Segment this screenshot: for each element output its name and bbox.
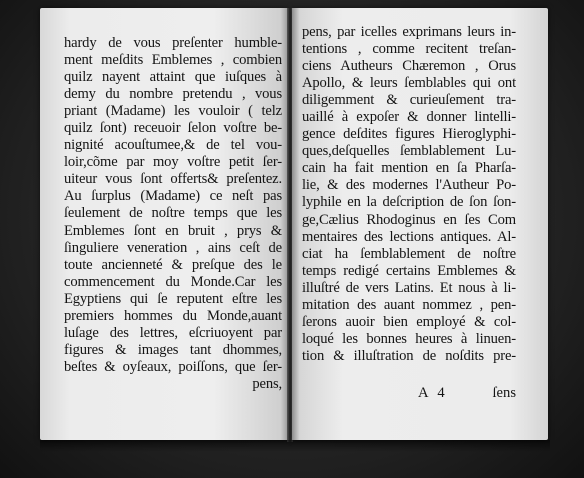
text-line: ge,Cælius Rhodoginus en ſes Com [302, 211, 516, 228]
catchword: ſens [492, 385, 516, 401]
signature-mark: A 4 [418, 385, 448, 401]
text-line: hardy de vous preſenter humble- [64, 35, 282, 51]
right-page-text [302, 24, 516, 365]
right-page [292, 8, 548, 440]
text-line: toute ancienneté & preſque des le [64, 256, 282, 273]
text-line: demy du nombre pretendu , vous [64, 86, 282, 103]
text-line: mitation des auant nommez , pen- [302, 296, 516, 313]
text-line: Apollo, & leurs ſemblables qui ont [302, 75, 516, 92]
text-line: tentions , comme recitent treſan- [302, 41, 516, 58]
text-line: ciat ha ſemblablement de noſtre [302, 245, 516, 262]
text-line: uiteur vous ſont offerts& preſentez. [64, 171, 282, 188]
text-line: priant (Madame) les vouloir ( telz [64, 103, 282, 120]
text-line: commencement du Monde.Car les [64, 273, 282, 290]
text-line: ſeulement de noſtre temps que les [64, 205, 282, 222]
text-line: beſtes & oyſeaux, poiſſons, que ſer- [64, 358, 282, 375]
text-line: nignité acouſtumee,& de tel vou- [64, 137, 282, 154]
text-line: figures & images tant dhommes, [64, 341, 282, 358]
open-book [40, 8, 550, 450]
text-line: ques,deſquelles ſemblablement Lu- [302, 143, 516, 160]
text-line: pens, par icelles exprimans leurs in- [302, 24, 516, 40]
text-line: loqué les bonnes heures à linuen- [302, 330, 516, 347]
page-edge-shadow [40, 440, 550, 452]
text-line: ſerons auoir bien employé & col- [302, 313, 516, 330]
text-line: quilz nayent attaint que iuſques à [64, 69, 282, 86]
text-line: diligemment & curieuſement tra- [302, 92, 516, 109]
left-page-text [64, 35, 282, 393]
text-line: lyphile en la deſcription de ſon ſon- [302, 194, 516, 211]
text-line: illuſtré de vers Latins. Et nous à li- [302, 279, 516, 296]
text-line: Emblemes ſont en bruit , prys & [64, 222, 282, 239]
page-footer [302, 385, 516, 403]
text-line: mentaires des lections antiques. Al- [302, 228, 516, 245]
text-line: ment meſdits Emblemes , combien [64, 52, 282, 69]
left-page [40, 8, 288, 440]
text-line: loir,cõme par moy voſtre petit ſer- [64, 154, 282, 171]
text-line: Au ſurplus (Madame) ce neſt pas [64, 188, 282, 205]
text-line: luſage des lettres, eſcriuoyent par [64, 324, 282, 341]
text-line: tion & illuſtration de noſdits pre- [302, 347, 516, 364]
text-line: premiers hommes du Monde,auant [64, 307, 282, 324]
text-line: quilz ſont) receuoir ſelon voſtre be- [64, 120, 282, 137]
text-line: Egyptiens qui ſe reputent eſtre les [64, 290, 282, 307]
text-line: uaillé à expoſer & donner lintelli- [302, 109, 516, 126]
text-line: lie, & des modernes l'Autheur Po- [302, 177, 516, 194]
text-line: ſinguliere veneration , ains ceſt de [64, 239, 282, 256]
text-line: cain ha fait mention en ſa Pharſa- [302, 160, 516, 177]
text-line: ciens Autheurs Chæremon , Orus [302, 58, 516, 75]
text-line: gence deſdites figures Hieroglyphi- [302, 126, 516, 143]
text-line: pens, [252, 375, 282, 392]
text-line: temps redigé certains Emblemes & [302, 262, 516, 279]
